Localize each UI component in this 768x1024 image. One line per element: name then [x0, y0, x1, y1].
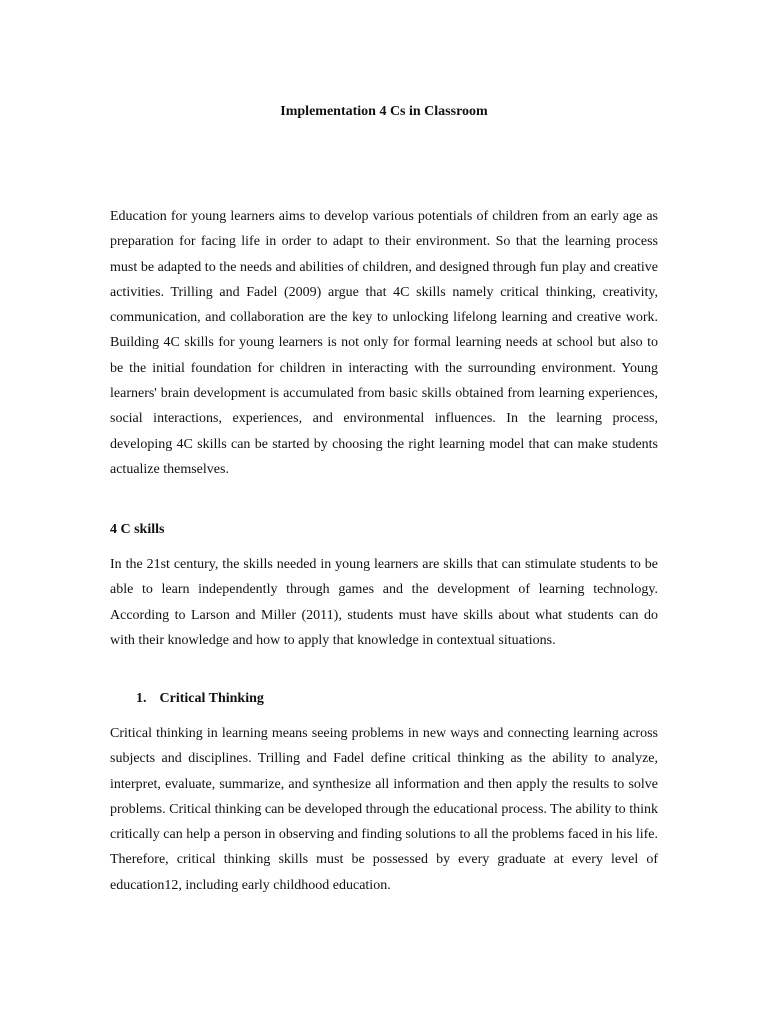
- list-heading-label: Critical Thinking: [159, 691, 264, 706]
- list-heading-critical-thinking: [136, 689, 264, 709]
- critical-thinking-paragraph: Critical thinking in learning means seeing problems in new ways and connecting learning across subjects and disciplines. Trilling and Fadel define critical thinking as the ability to analyze, interpret, evaluate, summarize, and synthesize all information and then apply the results to solve problems. Critical thinking can be developed through the educational process. The ability to think critically can help a person in observing and finding solutions to all the problems faced in his life. Therefore, critical thinking skills must be possessed by every graduate at every level of education12, including early childhood education.: [110, 726, 658, 893]
- list-number: 1.: [136, 691, 147, 706]
- document-title: Implementation 4 Cs in Classroom: [280, 104, 488, 119]
- intro-paragraph: Education for young learners aims to develop various potentials of children from an early age as preparation for facing life in order to adapt to their environment. So that the learning process must be adapted to the needs and abilities of children, and designed through fun play and creative activities. Trilling and Fadel (2009) argue that 4C skills namely critical thinking, creativity, communication, and collaboration are the key to unlocking lifelong learning and creative work. Building 4C skills for young learners is not only for formal learning needs at school but also to be the initial foundation for children in interacting with the surrounding environment. Young learners' brain development is accumulated from basic skills obtained from learning experiences, social interactions, experiences, and environmental influences. In the learning process, developing 4C skills can be started by choosing the right learning model that can make students actualize themselves.: [110, 209, 658, 477]
- section-heading-4c-skills: 4 C skills: [110, 522, 165, 537]
- skills-paragraph: In the 21st century, the skills needed in young learners are skills that can stimulate students to be able to learn independently through games and the development of learning technology. According to Larson and Miller (2011), students must have skills about what students can do with their knowledge and how to apply that knowledge in contextual situations.: [110, 557, 658, 648]
